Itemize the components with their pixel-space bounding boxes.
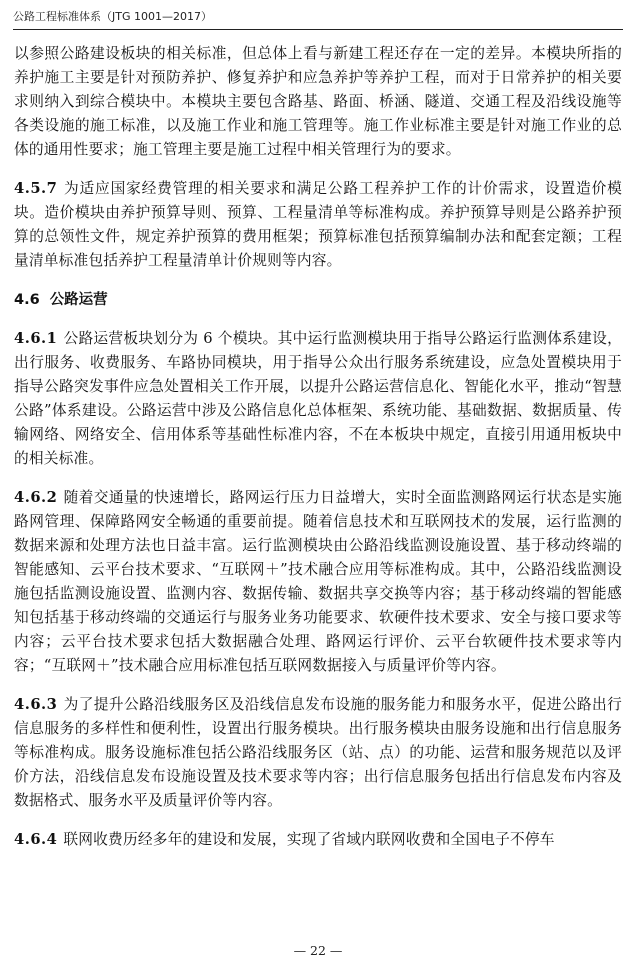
clause-text: 为了提升公路沿线服务区及沿线信息发布设施的服务能力和服务水平，促进公路出行信息服务的多样性和便利性，设置出行服务模块。出行服务模块由服务设施和出行信息服务等标准构成。服务设施标准包括公路沿线服务区（站、点）的功能、运营和服务规范以及评价方法，沿线信息发布设施设置及技术要求等内容；出行信息服务包括出行信息发布内容及数据格式、服务水平及质量评价等内容。	[14, 696, 622, 809]
clause-number: 4.6.1	[14, 330, 58, 347]
clause-4-6-1	[14, 327, 622, 471]
section-heading	[14, 288, 622, 312]
clause-number: 4.5.7	[14, 180, 58, 197]
clause-4-5-7	[14, 177, 622, 273]
section-title: 公路运营	[49, 292, 108, 308]
paragraph-continued: 以参照公路建设板块的相关标准，但总体上看与新建工程还存在一定的差异。本模块所指的养护施工主要是针对预防养护、修复养护和应急养护等养护工程，而对于日常养护的相关要求则纳入到综合模块中。本模块主要包含路基、路面、桥涵、隧道、交通工程及沿线设施等各类设施的施工标准，以及施工作业和施工管理等。施工作业标准主要是针对施工作业的总体的通用性要求；施工管理主要是施工过程中相关管理行为的要求。	[14, 45, 622, 158]
page-number: — 22 —	[293, 943, 343, 958]
clause-text: 随着交通量的快速增长，路网运行压力日益增大，实时全面监测路网运行状态是实施路网管理、保障路网安全畅通的重要前提。随着信息技术和互联网技术的发展，运行监测的数据来源和处理方法也日益丰富。运行监测模块由公路沿线监测设施设置、基于移动终端的智能感知、云平台技术要求、“互联网＋”技术融合应用等标准构成。其中，公路沿线监测设施包括监测设施设置、监测内容、数据传输、数据共享交换等内容；基于移动终端的智能感知包括基于移动终端的交通运行与服务业务功能要求、软硬件技术要求、安全与接口要求等内容；云平台技术要求包括大数据融合处理、路网运行评价、云平台软硬件技术要求等内容；“互联网＋”技术融合应用标准包括互联网数据接入与质量评价等内容。	[14, 489, 622, 674]
clause-number: 4.6.3	[14, 696, 58, 713]
clause-4-6-2	[14, 486, 622, 678]
page-body	[14, 42, 622, 852]
running-header	[13, 7, 623, 30]
clause-text: 联网收费历经多年的建设和发展，实现了省域内联网收费和全国电子不停车	[63, 831, 555, 848]
clause-number: 4.6.4	[14, 831, 58, 848]
section-number: 4.6	[14, 292, 40, 308]
clause-4-6-4	[14, 828, 622, 852]
running-title: 公路工程标准体系（JTG 1001—2017）	[13, 10, 212, 23]
clause-number: 4.6.2	[14, 489, 58, 506]
clause-text: 为适应国家经费管理的相关要求和满足公路工程养护工作的计价需求，设置造价模块。造价模块由养护预算导则、预算、工程量清单等标准构成。养护预算导则是公路养护预算的总领性文件，规定养护预算的费用框架；预算标准包括预算编制办法和配套定额；工程量清单标准包括养护工程量清单计价规则等内容。	[14, 180, 622, 269]
clause-4-6-3	[14, 693, 622, 813]
clause-text: 公路运营板块划分为 6 个模块。其中运行监测模块用于指导公路运行监测体系建设，出行服务、收费服务、车路协同模块，用于指导公众出行服务系统建设，应急处置模块用于指导公路突发事件应急处置相关工作开展，以提升公路运营信息化、智能化水平，推动“智慧公路”体系建设。公路运营中涉及公路信息化总体框架、系统功能、基础数据、数据质量、传输网络、网络安全、信用体系等基础性标准内容，不在本板块中规定，直接引用通用板块中的相关标准。	[14, 330, 622, 467]
